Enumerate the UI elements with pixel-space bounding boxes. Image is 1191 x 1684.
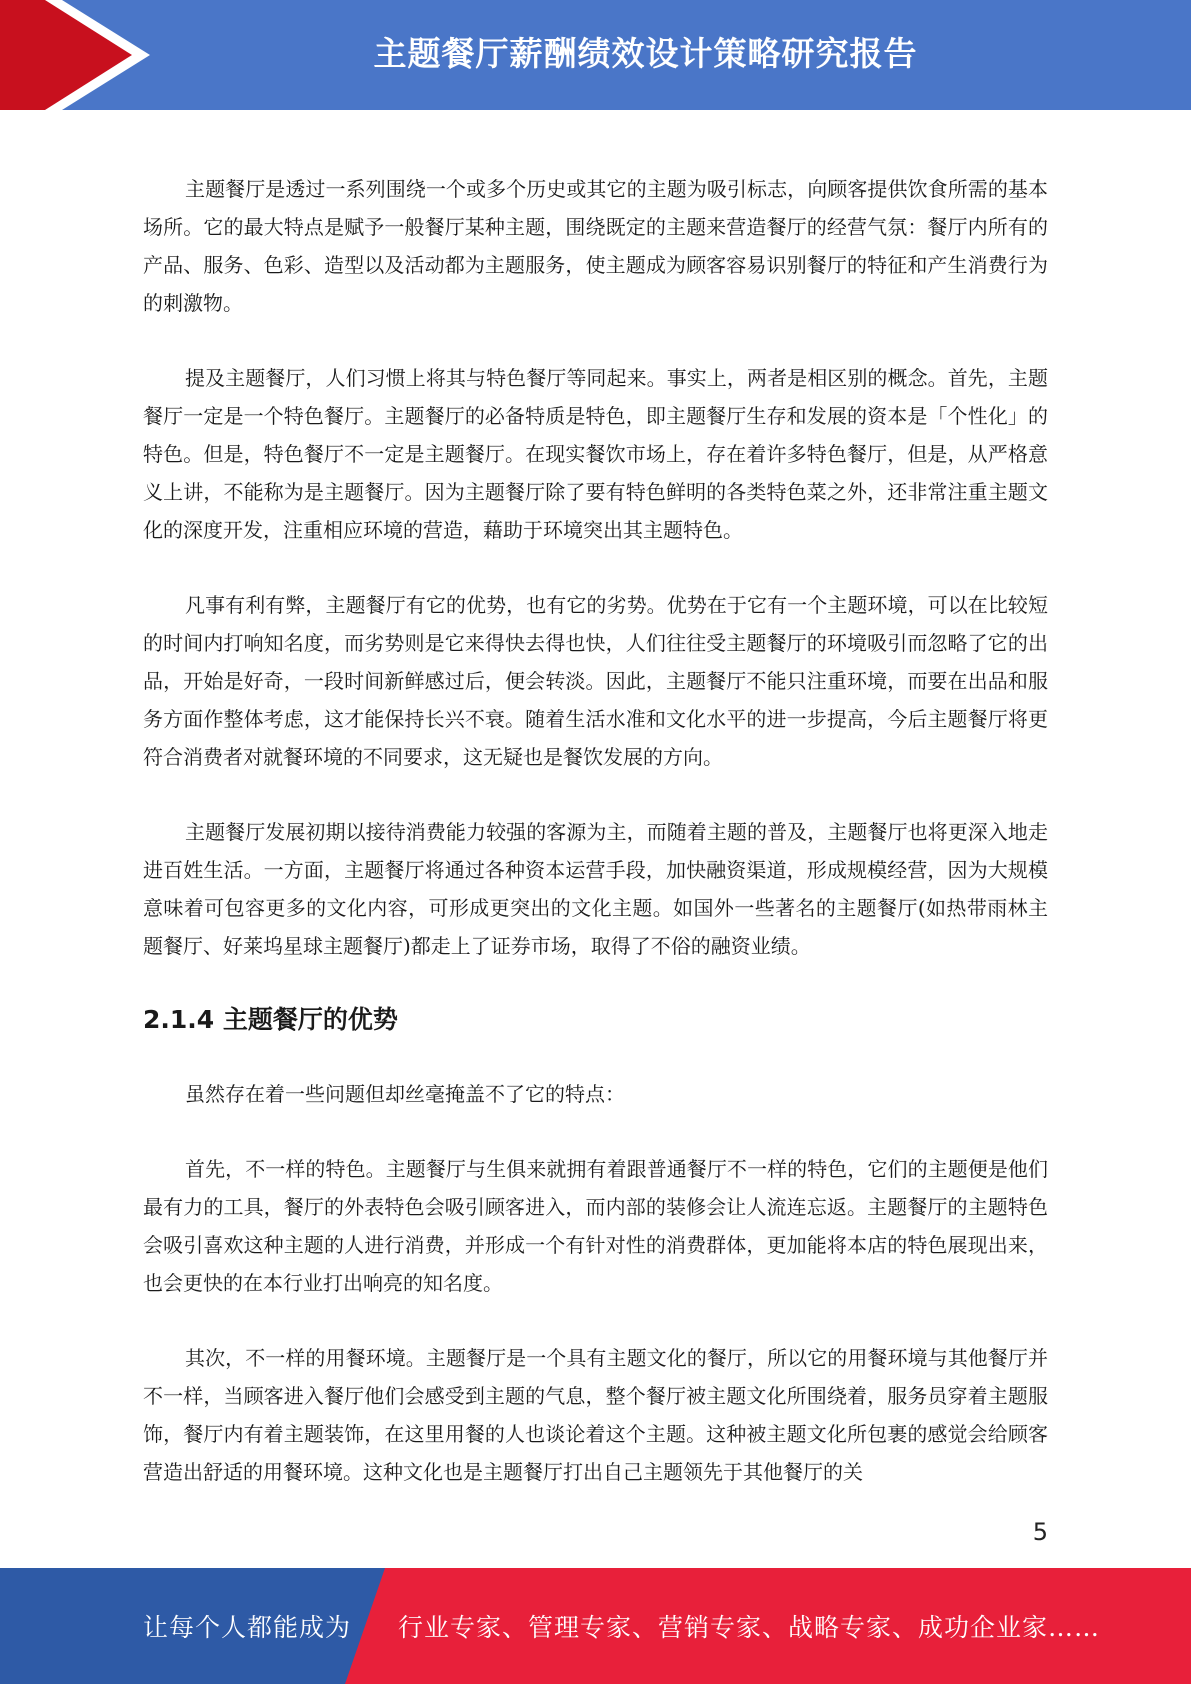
footer-slogan-left: 让每个人都能成为: [143, 1613, 352, 1642]
paragraph-development: 主题餐厅发展初期以接待消费能力较强的客源为主，而随着主题的普及，主题餐厅也将更深入地走进百姓生活。一方面，主题餐厅将通过各种资本运营手段，加快融资渠道，形成规模经营，因为大规模意味着可包容更多的文化内容，可形成更突出的文化主题。如国外一些著名的主题餐厅(如热带雨林主题餐厅、好莱坞星球主题餐厅)都走上了证券市场，取得了不俗的融资业绩。: [143, 820, 1048, 958]
paragraph-feature-second: 其次，不一样的用餐环境。主题餐厅是一个具有主题文化的餐厅，所以它的用餐环境与其他餐厅并不一样，当顾客进入餐厅他们会感受到主题的气息，整个餐厅被主题文化所围绕着，服务员穿着主题服饰，餐厅内有着主题装饰，在这里用餐的人也谈论着这个主题。这种被主题文化所包裹的感觉会给顾客营造出舒适的用餐环境。这种文化也是主题餐厅打出自己主题领先于其他餐厅的关: [143, 1346, 1048, 1484]
page-number: 5: [1032, 1518, 1048, 1546]
page-footer: [0, 1568, 1191, 1684]
page-header: [0, 0, 1191, 110]
paragraph-pros-cons: 凡事有利有弊，主题餐厅有它的优势，也有它的劣势。优势在于它有一个主题环境，可以在比较短的时间内打响知名度，而劣势则是它来得快去得也快，人们往往受主题餐厅的环境吸引而忽略了它的出品，开始是好奇，一段时间新鲜感过后，便会转淡。因此，主题餐厅不能只注重环境，而要在出品和服务方面作整体考虑，这才能保持长兴不衰。随着生活水准和文化水平的进一步提高，今后主题餐厅将更符合消费者对就餐环境的不同要求，这无疑也是餐饮发展的方向。: [143, 593, 1048, 769]
paragraph-feature-first: 首先，不一样的特色。主题餐厅与生俱来就拥有着跟普通餐厅不一样的特色，它们的主题便是他们最有力的工具，餐厅的外表特色会吸引顾客进入，而内部的装修会让人流连忘返。主题餐厅的主题特色会吸引喜欢这种主题的人进行消费，并形成一个有针对性的消费群体，更加能将本店的特色展现出来，也会更快的在本行业打出响亮的知名度。: [143, 1157, 1048, 1295]
report-title: 主题餐厅薪酬绩效设计策略研究报告: [373, 34, 918, 73]
footer-slogan-right: 行业专家、管理专家、营销专家、战略专家、成功企业家……: [398, 1613, 1101, 1642]
paragraph-features-lead: 虽然存在着一些问题但却丝毫掩盖不了它的特点：: [185, 1082, 625, 1106]
paragraph-intro: 主题餐厅是透过一系列围绕一个或多个历史或其它的主题为吸引标志，向顾客提供饮食所需的基本场所。它的最大特点是赋予一般餐厅某种主题，围绕既定的主题来营造餐厅的经营气氛：餐厅内所有的产品、服务、色彩、造型以及活动都为主题服务，使主题成为顾客容易识别餐厅的特征和产生消费行为的刺激物。: [143, 177, 1048, 315]
paragraph-theme-vs-special: 提及主题餐厅，人们习惯上将其与特色餐厅等同起来。事实上，两者是相区别的概念。首先，主题餐厅一定是一个特色餐厅。主题餐厅的必备特质是特色，即主题餐厅生存和发展的资本是「个性化」的特色。但是，特色餐厅不一定是主题餐厅。在现实餐饮市场上，存在着许多特色餐厅，但是，从严格意义上讲，不能称为是主题餐厅。因为主题餐厅除了要有特色鲜明的各类特色菜之外，还非常注重主题文化的深度开发，注重相应环境的营造，藉助于环境突出其主题特色。: [143, 366, 1048, 542]
page-content: [143, 170, 1048, 1528]
red-arrow-decoration: [0, 0, 160, 110]
section-heading: 2.1.4 主题餐厅的优势: [143, 1005, 398, 1034]
